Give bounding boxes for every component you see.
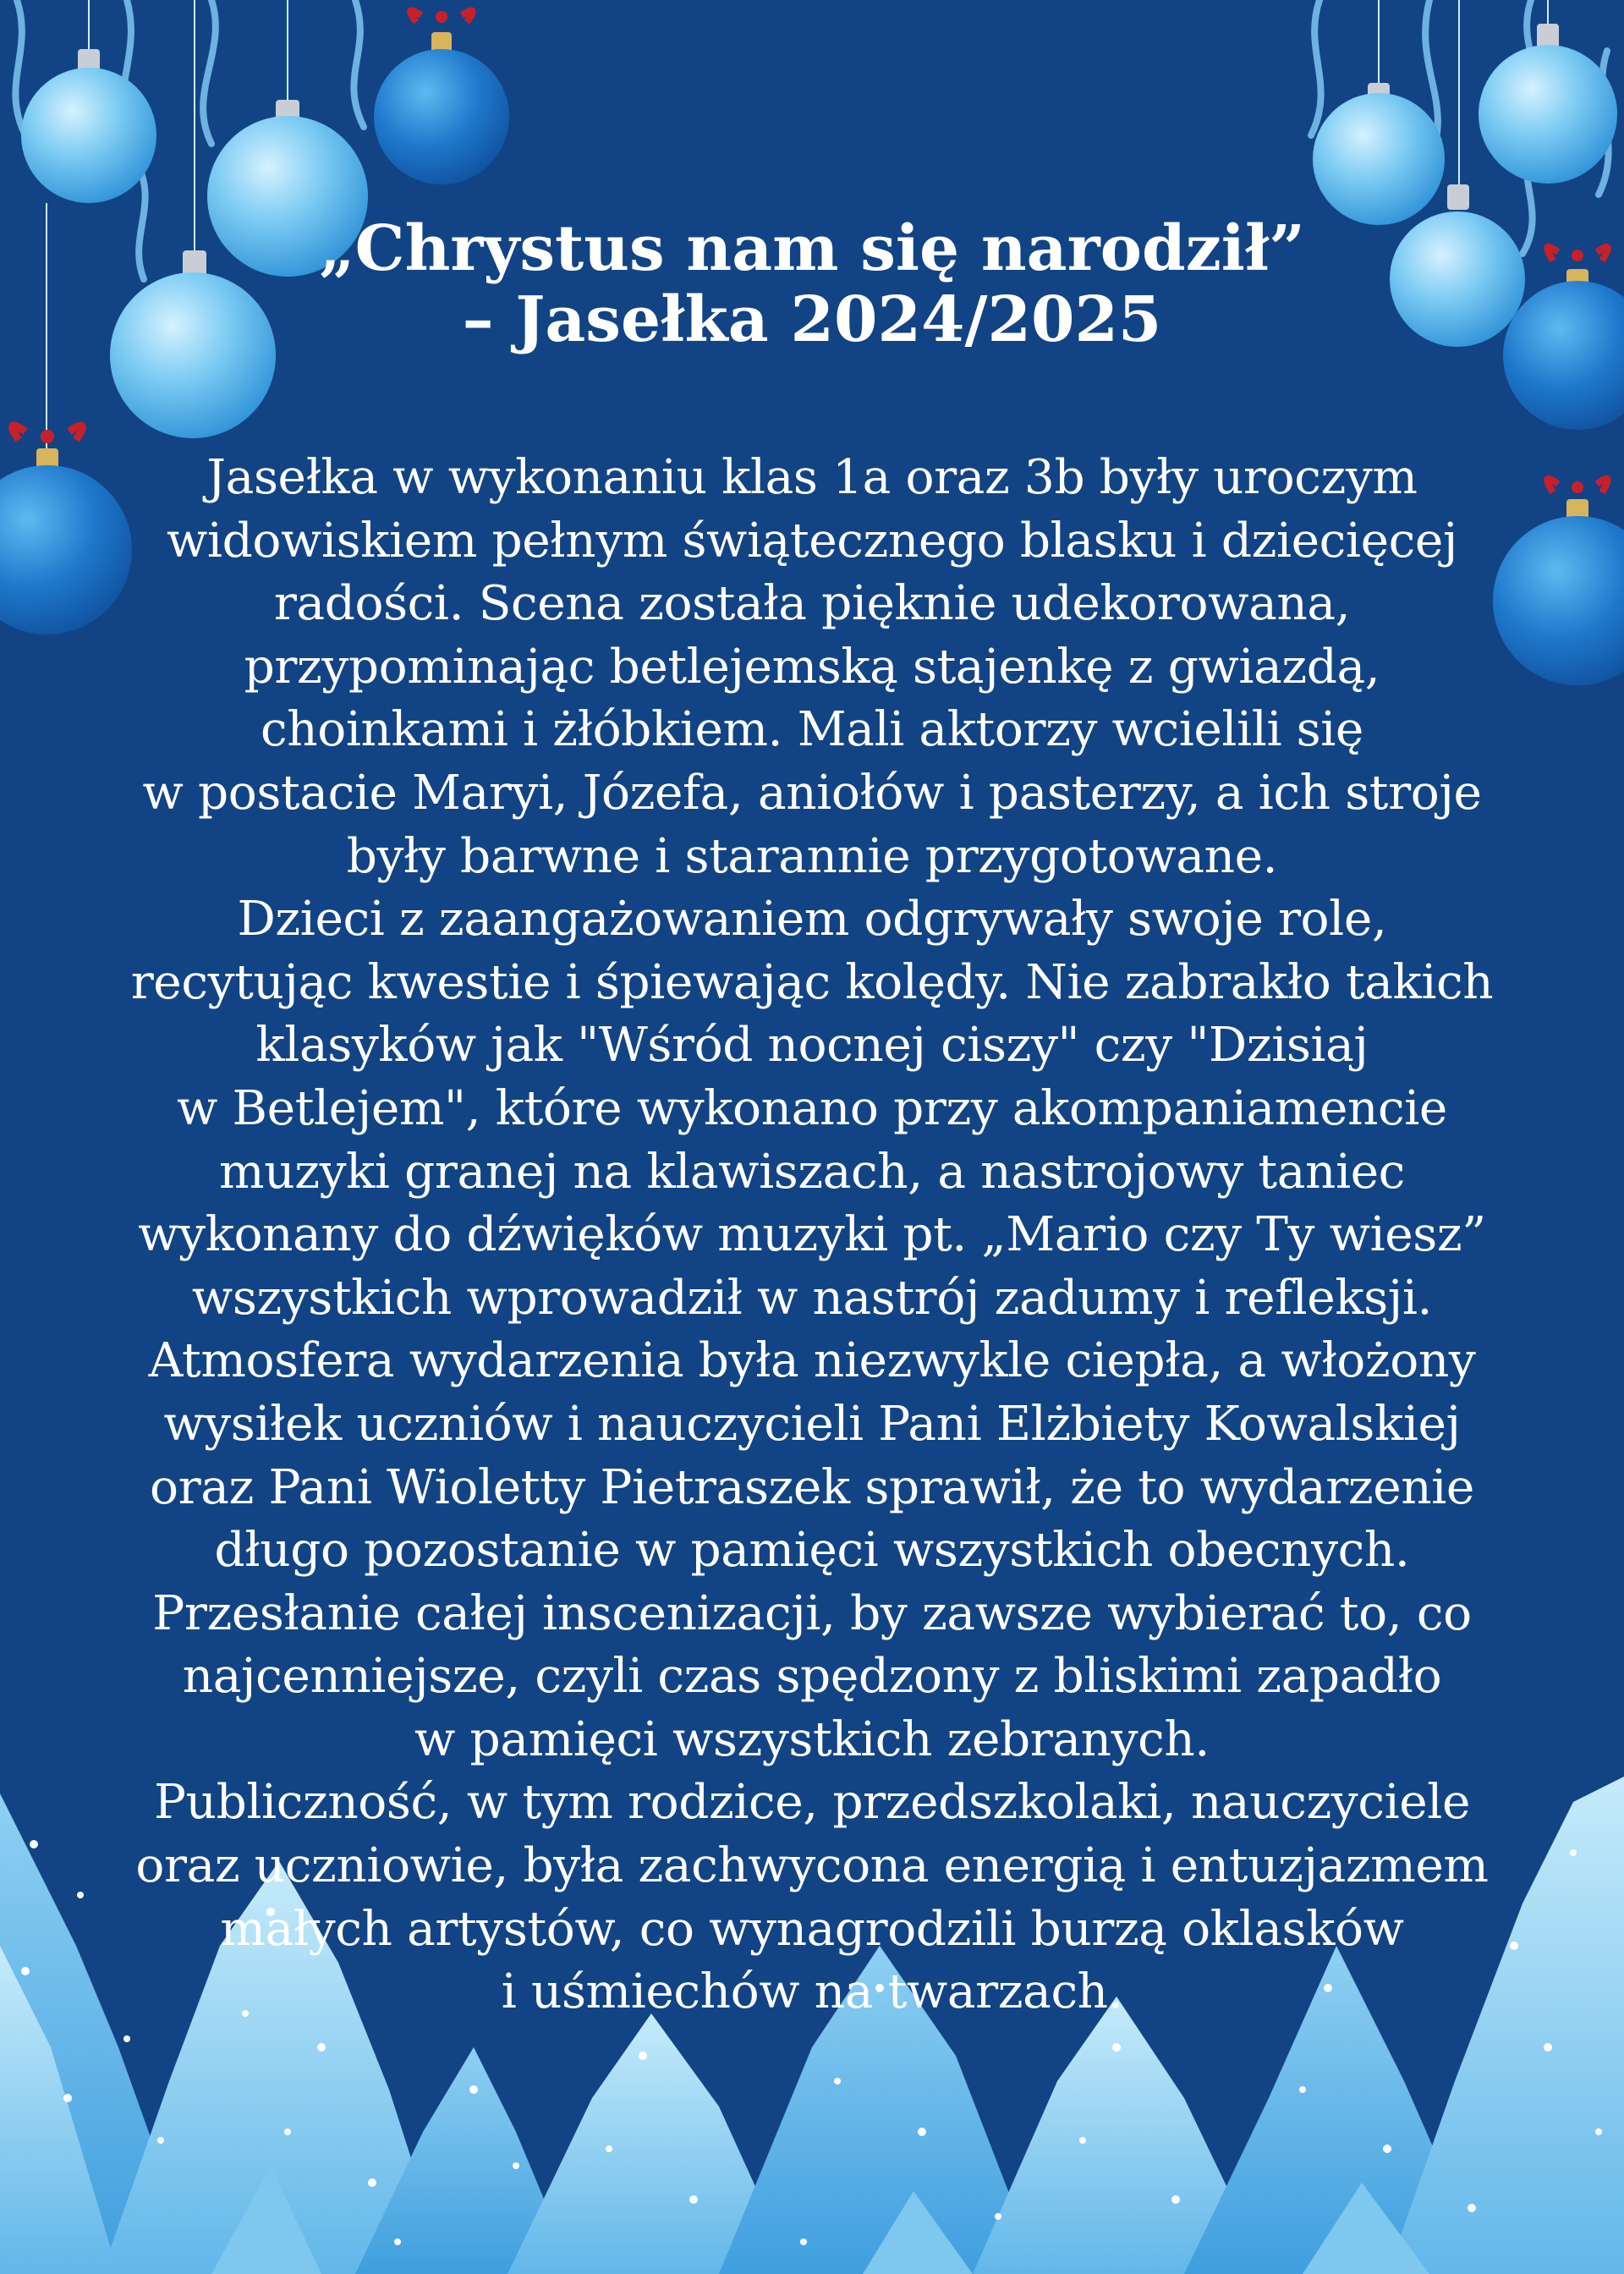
paragraph: Atmosfera wydarzenia była niezwykle ciepła, a włożony wysiłek uczniów i nauczycieli Pani Elżbiety Kowalskiej oraz Pani Wioletty Pietraszek sprawił, że to wydarzenie długo pozostanie w pamięci wszystkich obecnych. [148, 1333, 1476, 1579]
paragraph: Publiczność, w tym rodzice, przedszkolaki, nauczyciele oraz uczniowie, była zachwycona energią i entuzjazmem małych artystów, co wynagrodzili burzą oklasków i uśmiechów na twarzach. [135, 1775, 1489, 2020]
paragraph: Jasełka w wykonaniu klas 1a oraz 3b były uroczym widowiskiem pełnym świątecznego blasku i dziecięcej radości. Scena została pięknie udekorowana, przypominając betlejemską stajenkę z gwiazdą, choinkami i żłóbkiem. Mali aktorzy wcielili się w postacie Maryi, Józefa, aniołów i pasterzy, a ich stroje były barwne i starannie przygotowane. [142, 450, 1482, 884]
title-line: – Jasełka 2024/2025 [462, 283, 1162, 356]
title-line: „Chrystus nam się narodził” [319, 212, 1305, 285]
page-title [0, 213, 1624, 355]
paragraph: Dzieci z zaangażowaniem odgrywały swoje role, recytując kwestie i śpiewając kolędy. Nie zabrakło takich klasyków jak "Wśród nocnej ciszy" czy "Dzisiaj w Betlejem", które wykonano przy akompaniamencie muzyki granej na klawiszach, a nastrojowy taniec wykonany do dźwięków muzyki pt. „Mario czy Ty wiesz” wszystkich wprowadził w nastrój zadumy i refleksji. [130, 892, 1494, 1326]
article-body [10, 447, 1614, 2024]
paragraph: Przesłanie całej inscenizacji, by zawsze wybierać to, co najcenniejsze, czyli czas spędzony z bliskimi zapadło w pamięci wszystkich zebranych. [152, 1585, 1472, 1767]
